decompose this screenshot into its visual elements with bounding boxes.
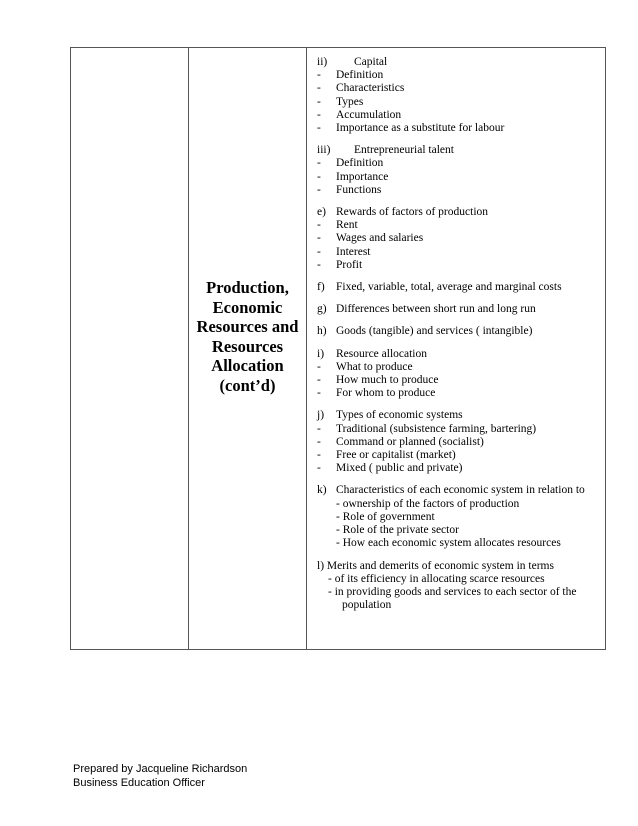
table-row [71, 48, 606, 650]
list-item-text: Traditional (subsistence farming, bartering) [336, 422, 537, 435]
group-title: Rewards of factors of production [336, 206, 489, 219]
group-title: Fixed, variable, total, average and marginal costs [336, 281, 562, 294]
group-marker: h) [317, 325, 327, 338]
group-heading [317, 348, 599, 361]
list-item-text: Mixed ( public and private) [336, 462, 463, 475]
topic-line: Resources and [196, 317, 299, 336]
group-heading [317, 325, 599, 338]
group-heading [317, 484, 599, 497]
footer-line: Prepared by Jacqueline Richardson [73, 763, 248, 775]
group-l [317, 560, 599, 613]
group-marker: iii) [317, 144, 331, 157]
list-item [317, 449, 599, 462]
bullet-dash: - [317, 232, 321, 245]
content-group [317, 325, 599, 338]
list-item-text: Command or planned (socialist) [336, 435, 484, 448]
content-group [317, 144, 599, 197]
list-item [317, 436, 599, 449]
list-item [317, 82, 599, 95]
group-title: Goods (tangible) and services ( intangible) [336, 325, 533, 338]
bullet-dash: - [317, 183, 321, 196]
list-item-text: Rent [336, 219, 358, 232]
topic-line: Production, [206, 278, 289, 297]
list-item-text: What to produce [336, 360, 413, 373]
list-item [317, 462, 599, 475]
bullet-dash: - [317, 435, 321, 448]
bullet-dash: - [317, 219, 321, 232]
group-marker: i) [317, 347, 325, 360]
bullet-dash: - [317, 360, 321, 373]
list-item [317, 374, 599, 387]
list-item-text: Types [336, 95, 364, 108]
bullet-dash: - [317, 462, 321, 475]
list-item-text: Wages and salaries [336, 232, 424, 245]
content-group [317, 348, 599, 401]
content-group [317, 281, 599, 294]
list-item-text: Importance [336, 170, 389, 183]
syllabus-table [70, 47, 606, 650]
group-heading [317, 281, 599, 294]
group-title: Types of economic systems [336, 409, 463, 422]
bullet-dash: - [317, 108, 321, 121]
list-item [317, 361, 599, 374]
list-item-text: Definition [336, 157, 384, 170]
list-item [317, 122, 599, 135]
group-k [317, 484, 599, 550]
group-k-line: - ownership of the factors of production [336, 497, 520, 510]
list-item-text: Interest [336, 245, 371, 258]
bullet-dash: - [317, 122, 321, 135]
group-k-line: - Role of the private sector [336, 524, 459, 537]
list-item-text: Characteristics [336, 82, 405, 95]
content-groups [317, 56, 599, 475]
group-l-line: - of its efficiency in allocating scarce resources [328, 572, 545, 585]
group-title: Characteristics of each economic system in relation to [336, 484, 585, 497]
group-k-line: - Role of government [336, 510, 435, 523]
page-footer [73, 762, 247, 790]
group-l-title: l) Merits and demerits of economic system in terms [317, 559, 554, 572]
list-item [317, 423, 599, 436]
bullet-dash: - [317, 82, 321, 95]
bullet-dash: - [317, 422, 321, 435]
content-group [317, 56, 599, 135]
list-item [317, 259, 599, 272]
content-group [317, 409, 599, 475]
list-item-text: Accumulation [336, 108, 402, 121]
group-heading [317, 56, 599, 69]
group-marker: ii) [317, 56, 328, 68]
list-item-text: Importance as a substitute for labour [336, 122, 505, 135]
topic-line: Allocation [211, 356, 284, 375]
list-item [317, 157, 599, 170]
bullet-dash: - [317, 374, 321, 387]
list-item-text: How much to produce [336, 374, 439, 387]
bullet-dash: - [317, 245, 321, 258]
bullet-dash: - [317, 387, 321, 400]
list-item-text: Functions [336, 183, 382, 196]
group-marker: g) [317, 303, 327, 316]
group-heading [317, 144, 599, 157]
group-l-line: population [342, 599, 392, 612]
topic-line: Economic [212, 297, 283, 317]
group-title: Capital [354, 56, 388, 68]
topic-line: (cont’d) [219, 375, 276, 395]
group-l-line: - in providing goods and services to each sector of the [328, 585, 577, 598]
content-group [317, 206, 599, 272]
group-marker: j) [317, 409, 325, 422]
bullet-dash: - [317, 258, 321, 271]
group-heading [317, 409, 599, 422]
group-heading [317, 303, 599, 316]
content-group [317, 303, 599, 316]
list-item [317, 69, 599, 82]
list-item [317, 109, 599, 122]
list-item [317, 219, 599, 232]
content-cell [307, 48, 606, 650]
topic-heading [189, 278, 306, 395]
list-item-text: Definition [336, 69, 384, 82]
bullet-dash: - [317, 449, 321, 462]
list-item [317, 387, 599, 400]
list-item [317, 184, 599, 197]
group-title: Resource allocation [336, 347, 428, 360]
group-marker: f) [317, 281, 325, 294]
bullet-dash: - [317, 170, 321, 183]
topic-cell [189, 48, 307, 650]
list-item-text: Free or capitalist (market) [336, 449, 456, 462]
empty-column-cell [71, 48, 189, 650]
group-k-line: - How each economic system allocates resources [336, 537, 561, 550]
bullet-dash: - [317, 157, 321, 170]
group-marker: k) [317, 484, 327, 497]
bullet-dash: - [317, 69, 321, 82]
list-item [317, 246, 599, 259]
group-title: Entrepreneurial talent [354, 144, 454, 157]
group-heading [317, 206, 599, 219]
footer-line: Business Education Officer [73, 777, 205, 789]
bullet-dash: - [317, 95, 321, 108]
group-title: Differences between short run and long run [336, 303, 536, 316]
content-list [317, 56, 599, 612]
list-item [317, 171, 599, 184]
group-marker: e) [317, 206, 326, 219]
list-item-text: For whom to produce [336, 387, 436, 400]
list-item [317, 96, 599, 109]
list-item-text: Profit [336, 258, 363, 271]
list-item [317, 232, 599, 245]
topic-line: Resources [211, 336, 284, 356]
